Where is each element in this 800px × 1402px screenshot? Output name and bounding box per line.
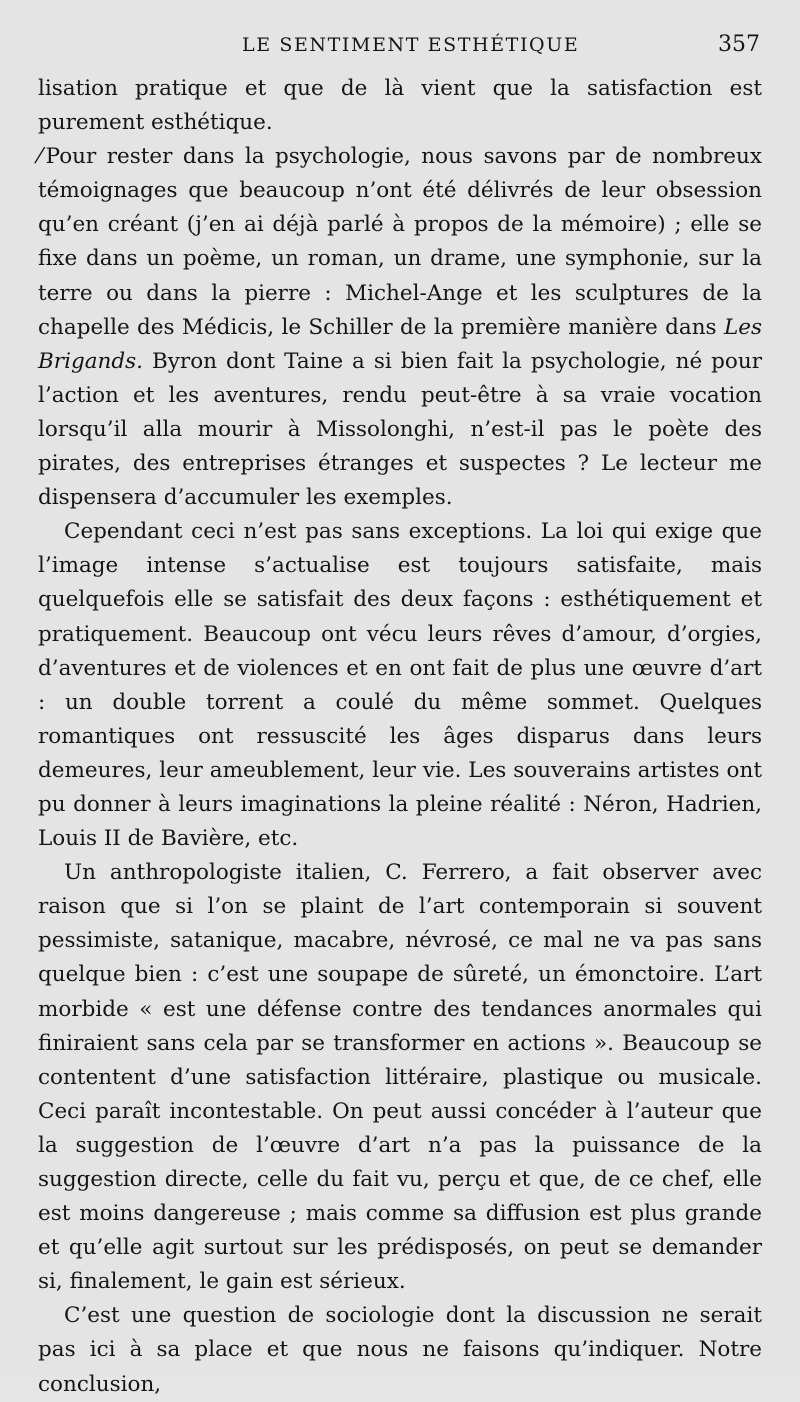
paragraph bbox=[38, 140, 762, 515]
paragraph bbox=[38, 515, 762, 856]
paragraph-text: Byron dont Taine a si bien fait la psychologie, né pour l’action et les aventures, rendu peut-être à sa vraie vocation lorsqu’il alla mourir à Missolonghi, n’est-il pas le poète des pirates, des entreprises étranges et suspectes ? Le lecteur me dispensera d’accumuler les exemples. bbox=[38, 348, 762, 511]
page-number: 357 bbox=[718, 32, 760, 57]
margin-mark: ⁄ bbox=[38, 144, 42, 170]
paragraph bbox=[38, 72, 762, 140]
running-header bbox=[0, 30, 800, 66]
running-title: LE SENTIMENT ESTHÉTIQUE bbox=[242, 34, 580, 56]
paragraph-text: Un anthropologiste italien, C. Ferrero, a fait observer avec raison que si l’on se plaint de l’art contemporain si souvent pessimiste, satanique, macabre, névrosé, ce mal ne va pas sans quelque bien : c’est une soupape de sûreté, un émonctoire. L’art morbide « est une défense contre des tendances anormales qui finiraient sans cela par se transformer en actions ». Beaucoup se contentent d’une satisfaction littéraire, plastique ou musicale. Ceci paraît incontestable. On peut aussi concéder à l’auteur que la suggestion de l’œuvre d’art n’a pas la puissance de la suggestion directe, celle du fait vu, perçu et que, de ce chef, elle est moins dangereuse ; mais comme sa diffusion est plus grande et qu’elle agit surtout sur les prédisposés, on peut se demander si, finalement, le gain est sérieux. bbox=[38, 860, 762, 1295]
italic-title: Les Brigands. bbox=[38, 314, 762, 374]
paragraph-text: lisation pratique et que de là vient que la satisfaction est purement esthétique. bbox=[38, 76, 762, 136]
paragraph-text: C’est une question de sociologie dont la discussion ne serait pas ici à sa place et que nous ne faisons qu’indiquer. Notre conclusion, bbox=[38, 1303, 762, 1397]
body-text bbox=[38, 72, 762, 1402]
paragraph bbox=[38, 1299, 762, 1401]
paragraph-text: Cependant ceci n’est pas sans exceptions. La loi qui exige que l’image intense s’actualise est toujours satisfaite, mais quelquefois elle se satisfait des deux façons : esthétiquement et pratiquement. Beaucoup ont vécu leurs rêves d’amour, d’orgies, d’aventures et de violences et en ont fait de plus une œuvre d’art : un double torrent a coulé du même sommet. Quelques romantiques ont ressuscité les âges disparus dans leurs demeures, leur ameublement, leur vie. Les souverains artistes ont pu donner à leurs imaginations la pleine réalité : Néron, Hadrien, Louis II de Bavière, etc. bbox=[38, 519, 762, 852]
paragraph-text: Pour rester dans la psychologie, nous savons par de nombreux témoignages que beaucoup n’ont été délivrés de leur obsession qu’en créant (j’en ai déjà parlé à propos de la mémoire) ; elle se fixe dans un poème, un roman, un drame, une symphonie, sur la terre ou dans la pierre : Michel-Ange et les sculptures de la chapelle des Médicis, le Schiller de la première manière dans bbox=[38, 144, 762, 340]
paragraph bbox=[38, 856, 762, 1299]
